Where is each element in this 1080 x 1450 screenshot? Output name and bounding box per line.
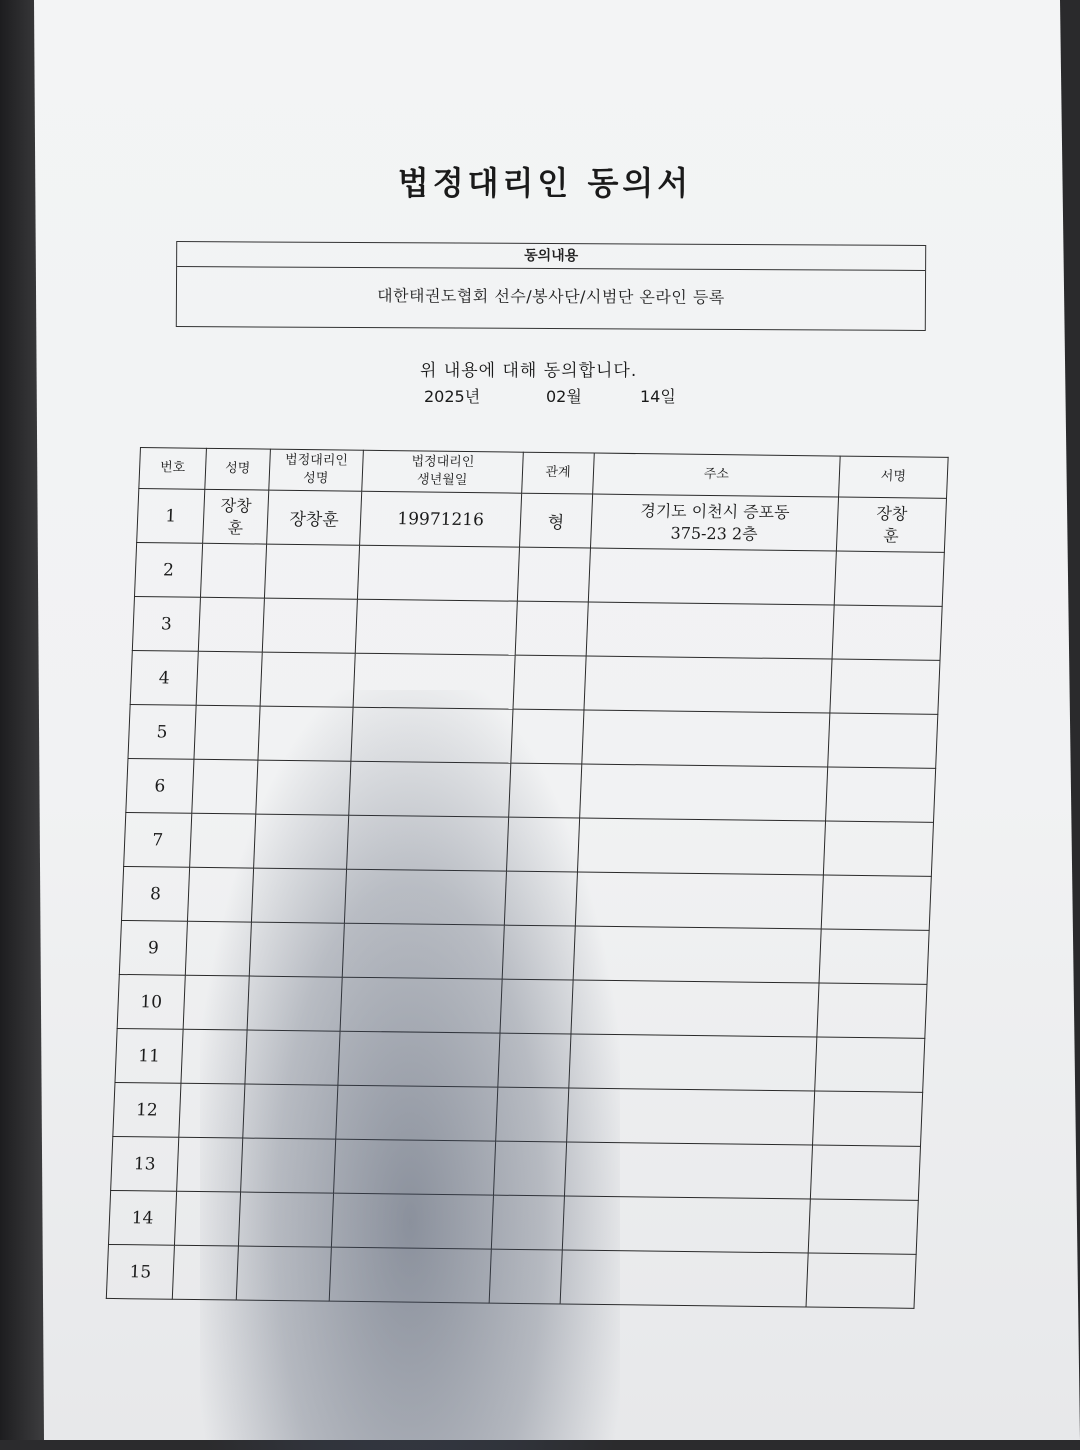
relation-cell [489, 1249, 562, 1304]
table-row [106, 1244, 916, 1308]
relation-cell [500, 979, 573, 1034]
row-number: 4 [130, 650, 198, 705]
signature-cell [826, 767, 936, 822]
table-row [132, 596, 942, 660]
guardian-name-cell [251, 868, 346, 923]
student-name-cell [177, 1137, 243, 1192]
table-row [128, 704, 938, 768]
row-number: 3 [132, 596, 200, 651]
row-number: 5 [128, 704, 196, 759]
guardian-name-cell [247, 976, 342, 1031]
guardian-name-cell [238, 1192, 333, 1247]
guardian-birthdate-cell [353, 653, 515, 709]
relation-cell [515, 601, 588, 656]
row-number: 14 [108, 1190, 176, 1245]
consent-statement: 위 내용에 대해 동의합니다. [420, 361, 638, 381]
relation-cell [498, 1033, 571, 1088]
row-number: 6 [126, 758, 194, 813]
signature-cell [808, 1199, 918, 1254]
guardian-name-cell [243, 1084, 338, 1139]
header-guardian-birthdate: 법정대리인 생년월일 [362, 450, 524, 493]
address-cell [582, 710, 830, 767]
signature-cell [815, 1037, 925, 1092]
address-cell [560, 1250, 808, 1307]
relation-cell [491, 1195, 564, 1250]
student-name-cell [185, 921, 251, 976]
guardian-name-cell [262, 598, 357, 653]
relation-cell: 형 [520, 493, 593, 548]
signature-cell [834, 551, 944, 606]
guardian-birthdate-cell [336, 1085, 498, 1141]
header-signature: 서명 [839, 456, 949, 498]
relation-cell [506, 817, 579, 872]
document-title: 법정대리인 동의서 [397, 164, 693, 202]
signature-cell [830, 659, 940, 714]
header-relation: 관계 [522, 452, 595, 494]
signature-cell [806, 1253, 916, 1308]
guardian-name-cell [260, 652, 355, 707]
student-name-cell [192, 759, 258, 814]
guardian-birthdate-cell [334, 1139, 496, 1195]
student-name-cell: 장창 훈 [203, 489, 269, 544]
table-body [106, 489, 946, 1309]
guardian-birthdate-cell [342, 923, 504, 979]
signature-cell [821, 875, 931, 930]
guardian-birthdate-cell [329, 1247, 491, 1303]
header-name: 성명 [205, 448, 271, 490]
relation-cell [517, 547, 590, 602]
row-number: 8 [121, 866, 189, 921]
consent-content-box [176, 241, 926, 331]
header-number: 번호 [139, 448, 207, 490]
address-cell [573, 926, 821, 983]
student-name-cell [200, 543, 266, 598]
table-row [137, 489, 947, 553]
row-number: 12 [113, 1082, 181, 1137]
address-cell [571, 980, 819, 1037]
guardian-name-cell [256, 760, 351, 815]
row-number: 11 [115, 1028, 183, 1083]
address-cell [588, 548, 836, 605]
guardian-birthdate-cell [351, 707, 513, 763]
guardian-name-cell [236, 1246, 331, 1301]
date-day: 14일 [640, 387, 676, 406]
signature-cell [810, 1145, 920, 1200]
row-number: 13 [111, 1136, 179, 1191]
table-row [119, 920, 929, 984]
signature-cell [819, 929, 929, 984]
guardian-name-cell [264, 544, 359, 599]
relation-cell [496, 1087, 569, 1142]
guardian-birthdate-cell [331, 1193, 493, 1249]
table-row [124, 812, 934, 876]
row-number: 7 [124, 812, 192, 867]
signature-cell: 장창 훈 [836, 497, 946, 552]
student-name-cell [198, 597, 264, 652]
table-row [134, 542, 944, 606]
guardian-birthdate-cell [357, 545, 519, 601]
guardian-table-wrapper [105, 447, 948, 1333]
address-cell [584, 656, 832, 713]
signature-cell [828, 713, 938, 768]
relation-cell [513, 655, 586, 710]
guardian-table [106, 447, 949, 1309]
header-guardian-name: 법정대리인 성명 [269, 449, 364, 491]
signature-cell [823, 821, 933, 876]
address-cell: 경기도 이천시 증포동 375-23 2층 [590, 494, 838, 551]
guardian-name-cell [254, 814, 349, 869]
consent-content-body: 대한태권도협회 선수/봉사단/시범단 온라인 등록 [377, 286, 725, 307]
row-number: 15 [106, 1244, 174, 1299]
guardian-name-cell [249, 922, 344, 977]
date-year: 2025년 [424, 387, 481, 406]
table-row [117, 974, 927, 1038]
address-cell [580, 764, 828, 821]
student-name-cell [183, 975, 249, 1030]
address-cell [575, 872, 823, 929]
table-row [115, 1028, 925, 1092]
table-row [121, 866, 931, 930]
table-row [108, 1190, 918, 1254]
guardian-birthdate-cell [340, 977, 502, 1033]
relation-cell [511, 709, 584, 764]
guardian-name-cell [258, 706, 353, 761]
consent-content-header: 동의내용 [177, 242, 925, 271]
signature-cell [813, 1091, 923, 1146]
relation-cell [502, 925, 575, 980]
header-address: 주소 [593, 453, 841, 497]
row-number: 9 [119, 920, 187, 975]
student-name-cell [172, 1245, 238, 1300]
row-number: 1 [137, 489, 205, 544]
table-row [113, 1082, 923, 1146]
student-name-cell [181, 1029, 247, 1084]
student-name-cell [194, 705, 260, 760]
row-number: 10 [117, 974, 185, 1029]
guardian-name-cell: 장창훈 [267, 490, 362, 545]
address-cell [567, 1088, 815, 1145]
student-name-cell [187, 867, 253, 922]
student-name-cell [190, 813, 256, 868]
address-cell [564, 1142, 812, 1199]
guardian-name-cell [245, 1030, 340, 1085]
student-name-cell [196, 651, 262, 706]
guardian-birthdate-cell [344, 869, 506, 925]
table-row [111, 1136, 921, 1200]
guardian-name-cell [241, 1138, 336, 1193]
guardian-birthdate-cell [355, 599, 517, 655]
address-cell [586, 602, 834, 659]
address-cell [562, 1196, 810, 1253]
signature-cell [832, 605, 942, 660]
relation-cell [504, 871, 577, 926]
signature-cell [817, 983, 927, 1038]
student-name-cell [174, 1191, 240, 1246]
table-row [130, 650, 940, 714]
row-number: 2 [134, 542, 202, 597]
guardian-birthdate-cell [347, 815, 509, 871]
table-row [126, 758, 936, 822]
student-name-cell [179, 1083, 245, 1138]
guardian-birthdate-cell [338, 1031, 500, 1087]
relation-cell [509, 763, 582, 818]
date-month: 02월 [546, 387, 582, 406]
guardian-birthdate-cell [349, 761, 511, 817]
address-cell [569, 1034, 817, 1091]
address-cell [577, 818, 825, 875]
relation-cell [493, 1141, 566, 1196]
guardian-birthdate-cell: 19971216 [360, 491, 522, 547]
